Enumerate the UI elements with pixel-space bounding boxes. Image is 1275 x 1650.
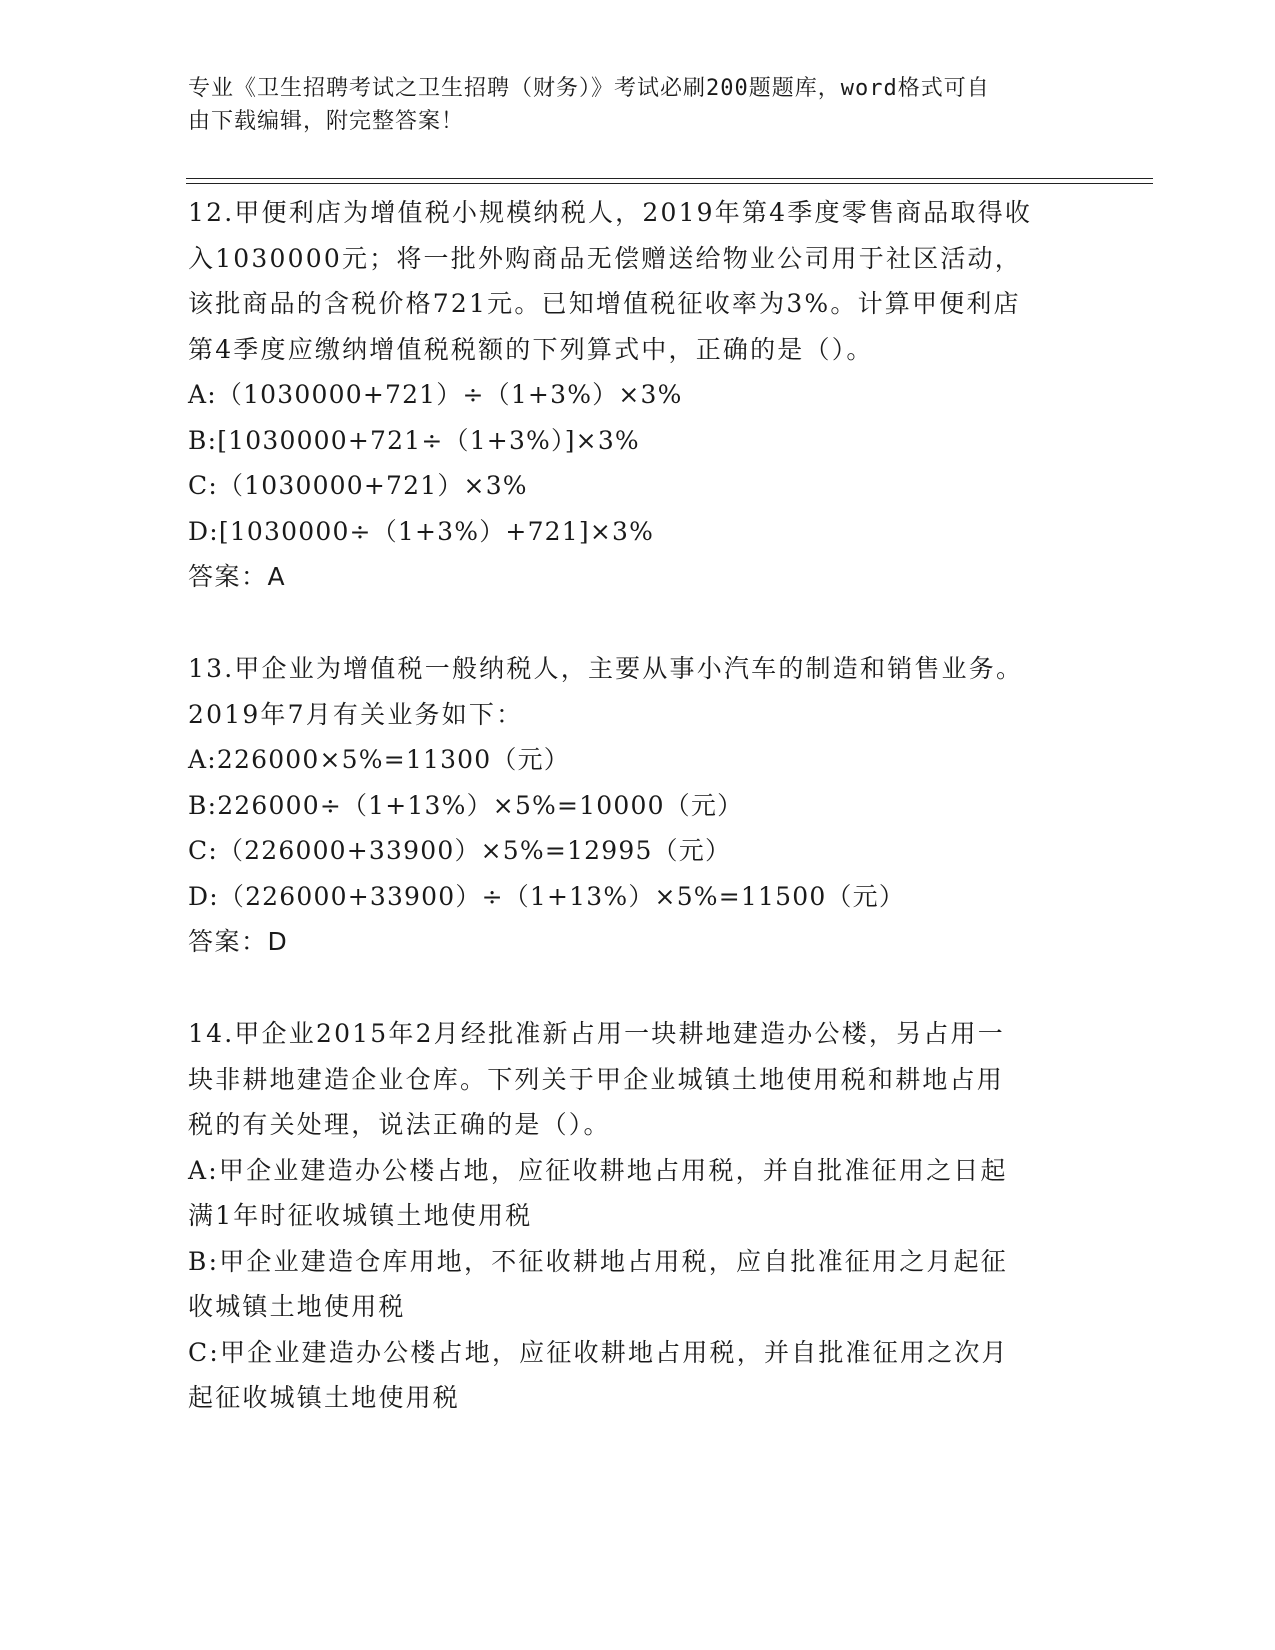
answer-label: 答案：A xyxy=(188,562,287,591)
option-c-continued: 起征收城镇土地使用税 xyxy=(188,1383,461,1412)
question-stem-line: 税的有关处理，说法正确的是（）。 xyxy=(188,1110,611,1139)
option-c: C:（1030000+721）×3% xyxy=(188,471,528,500)
header-line-1: 专业《卫生招聘考试之卫生招聘（财务）》考试必刷200题题库，word格式可自 xyxy=(188,76,990,101)
header-divider-top xyxy=(186,178,1153,179)
question-stem-line: 12.甲便利店为增值税小规模纳税人，2019年第4季度零售商品取得收 xyxy=(188,198,1033,227)
document-header xyxy=(188,72,1068,138)
header-line-2: 由下载编辑，附完整答案！ xyxy=(188,109,465,134)
question-stem-line: 14.甲企业2015年2月经批准新占用一块耕地建造办公楼，另占用一 xyxy=(188,1019,1005,1048)
header-divider-bottom xyxy=(186,183,1153,184)
question-stem-line: 13.甲企业为增值税一般纳税人，主要从事小汽车的制造和销售业务。 xyxy=(188,654,1024,683)
question-stem-line: 该批商品的含税价格721元。已知增值税征收率为3%。计算甲便利店 xyxy=(188,289,1021,318)
question-12 xyxy=(188,190,1088,600)
question-spacer xyxy=(188,965,1088,1011)
option-b: B:226000÷（1+13%）×5%=10000（元） xyxy=(188,790,744,820)
question-spacer xyxy=(188,600,1088,646)
option-d: D:（226000+33900）÷（1+13%）×5%=11500（元） xyxy=(188,881,906,911)
question-stem-line: 入1030000元；将一批外购商品无偿赠送给物业公司用于社区活动， xyxy=(188,243,1022,273)
question-stem-line: 2019年7月有关业务如下： xyxy=(188,699,524,729)
answer-label: 答案：D xyxy=(188,927,289,956)
option-b-continued: 收城镇土地使用税 xyxy=(188,1292,406,1321)
option-a: A:226000×5%=11300（元） xyxy=(188,745,570,774)
option-b: B:[1030000+721÷（1+3%）]×3% xyxy=(188,425,640,455)
question-13 xyxy=(188,646,1088,965)
question-list xyxy=(188,190,1088,1421)
question-stem-line: 第4季度应缴纳增值税税额的下列算式中，正确的是（）。 xyxy=(188,334,874,364)
option-a-continued: 满1年时征收城镇土地使用税 xyxy=(188,1201,533,1230)
question-stem-line: 块非耕地建造企业仓库。下列关于甲企业城镇土地使用税和耕地占用 xyxy=(188,1064,1005,1094)
option-a: A:甲企业建造办公楼占地，应征收耕地占用税，并自批准征用之日起 xyxy=(188,1155,1008,1185)
option-d: D:[1030000÷（1+3%）+721]×3% xyxy=(188,516,655,546)
option-c: C:甲企业建造办公楼占地，应征收耕地占用税，并自批准征用之次月 xyxy=(188,1337,1009,1367)
option-c: C:（226000+33900）×5%=12995（元） xyxy=(188,836,732,865)
question-14 xyxy=(188,1011,1088,1421)
option-a: A:（1030000+721）÷（1+3%）×3% xyxy=(188,380,683,409)
option-b: B:甲企业建造仓库用地，不征收耕地占用税，应自批准征用之月起征 xyxy=(188,1246,1008,1276)
